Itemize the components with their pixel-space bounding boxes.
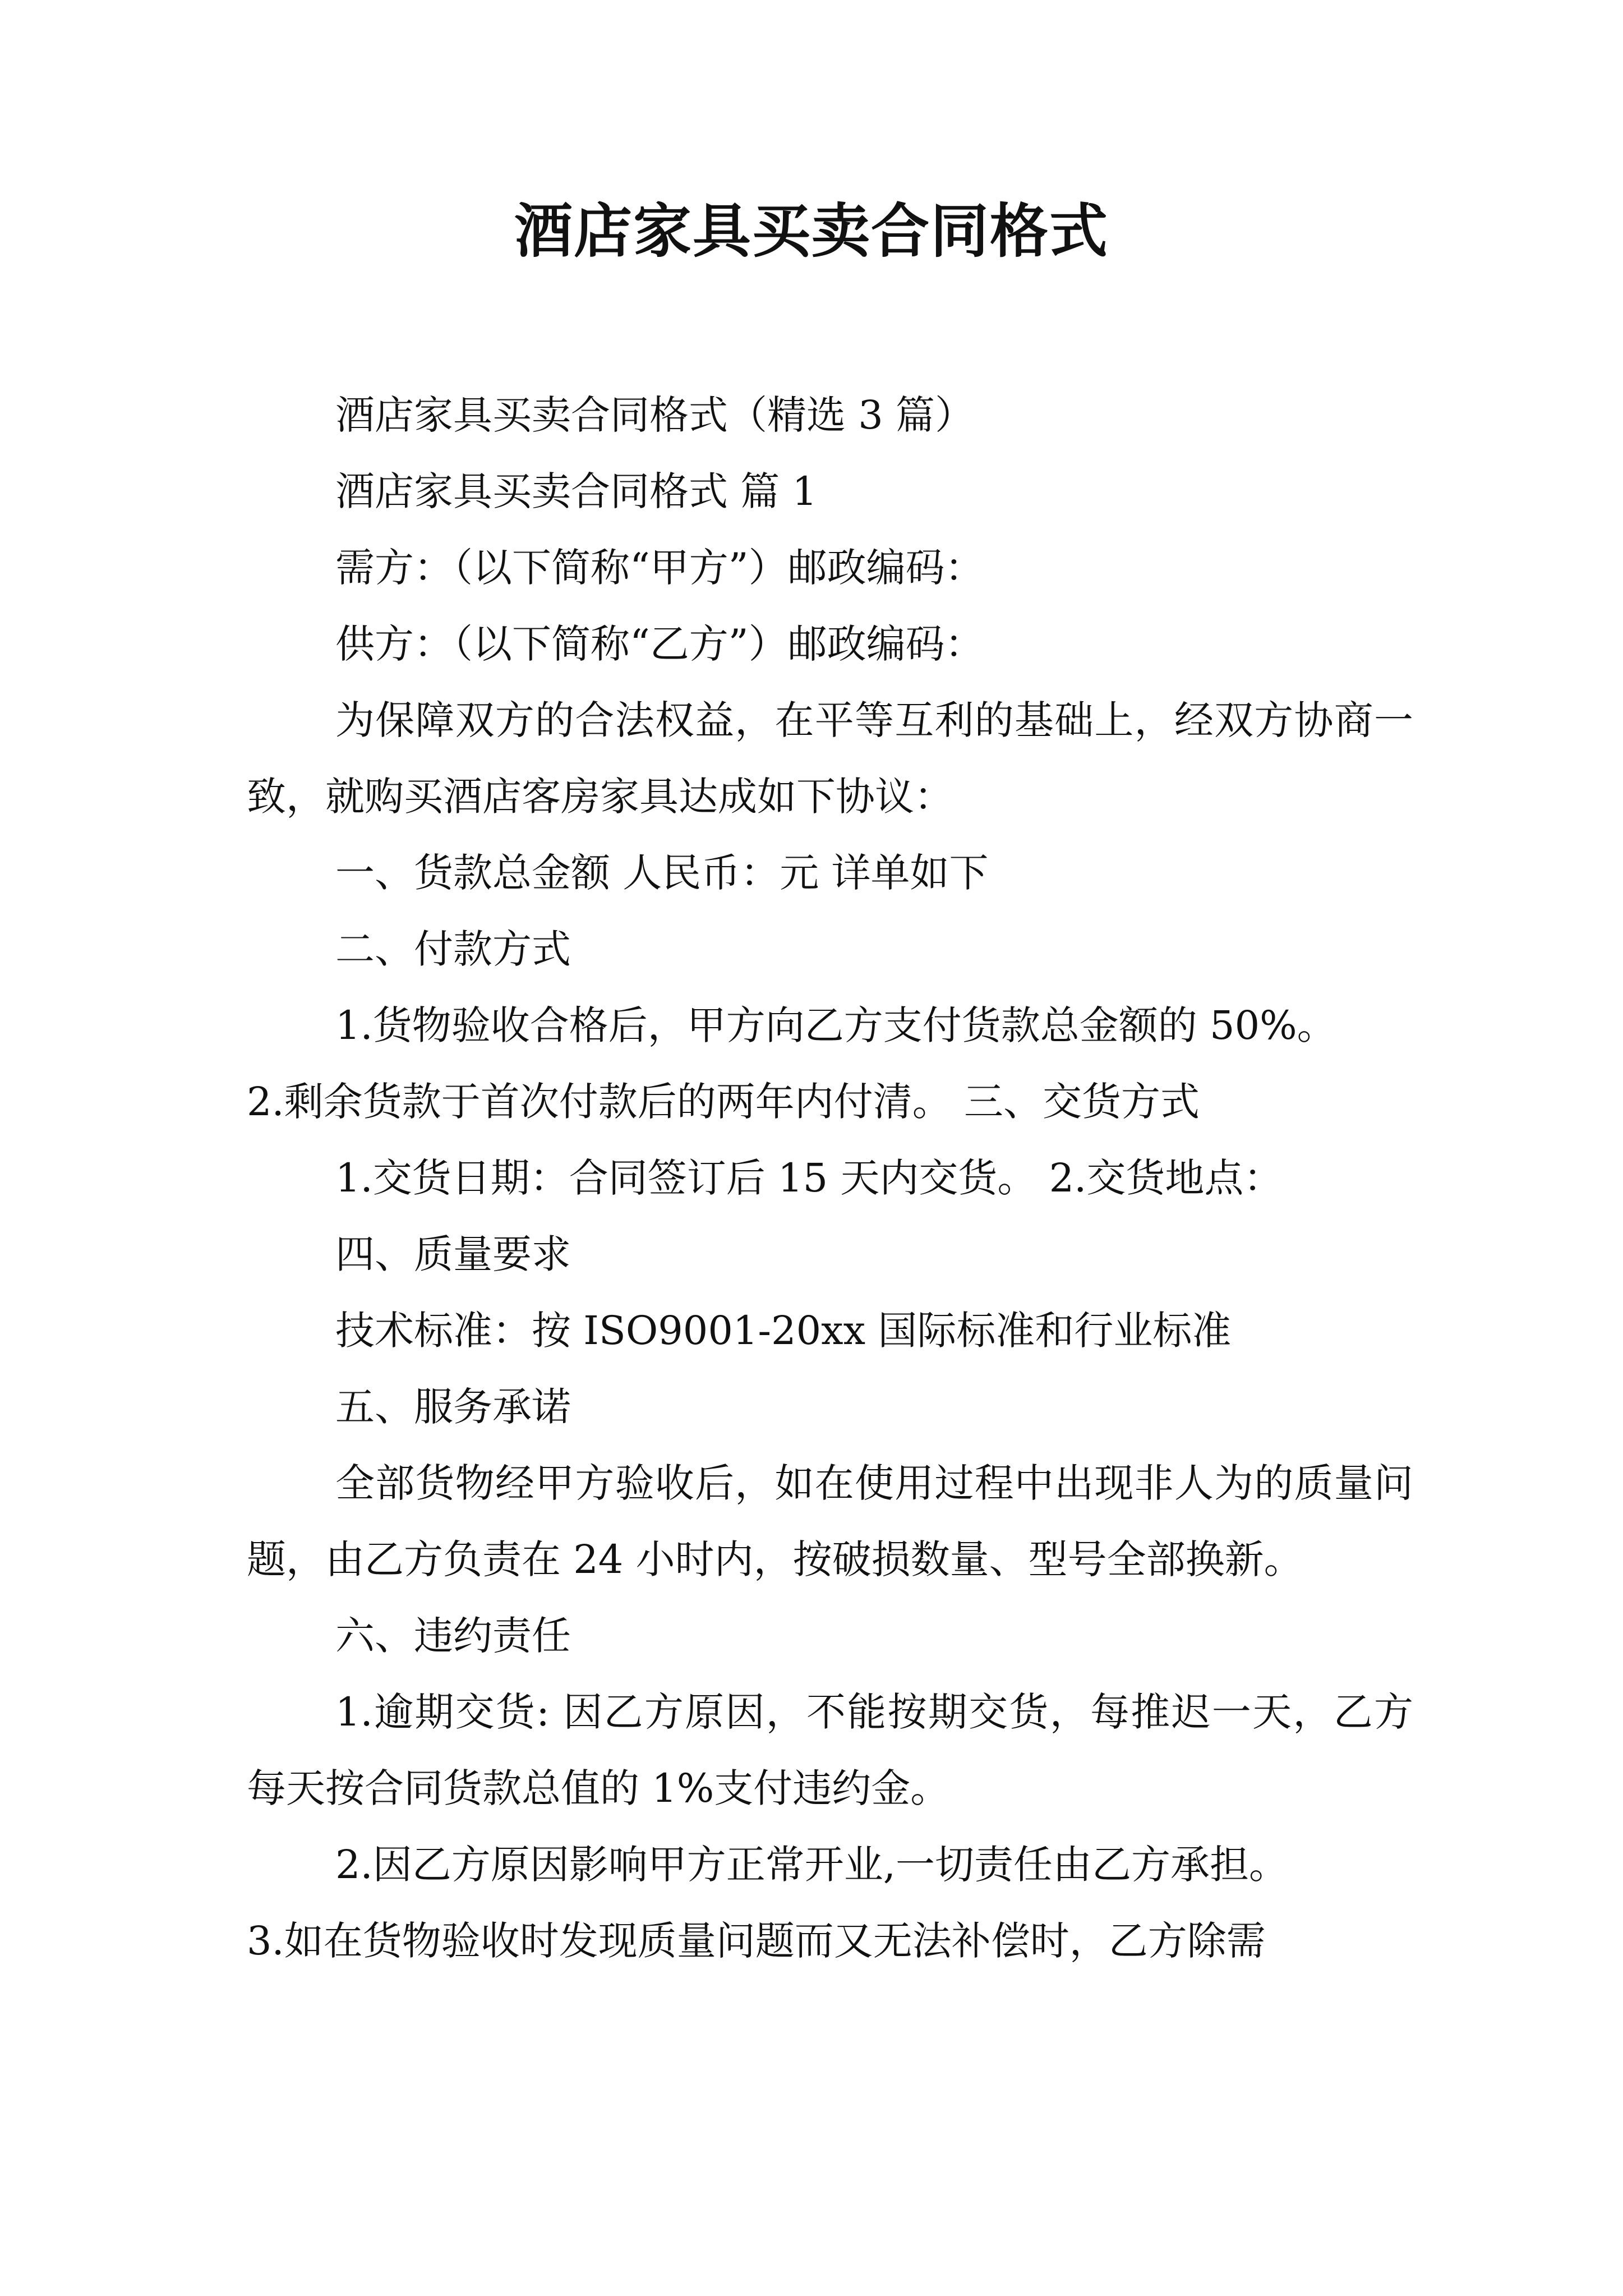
paragraph-liability-2: 2.因乙方原因影响甲方正常开业,一切责任由乙方承担。 (335, 1842, 1289, 1888)
paragraph-section-heading: 酒店家具买卖合同格式 篇 1 (335, 468, 818, 514)
paragraph-quality-standard: 技术标准：按 ISO9001-20xx 国际标准和行业标准 (335, 1308, 1232, 1354)
paragraph-buyer: 需方：（以下简称“甲方”）邮政编码： (335, 545, 984, 591)
paragraph-liability-heading: 六、违约责任 (335, 1613, 571, 1659)
paragraph-preamble: 为保障双方的合法权益，在平等互利的基础上，经双方协商一致，就购买酒店客房家具达成如下协议： (247, 697, 1413, 820)
paragraph-delivery: 1.交货日期：合同签订后 15 天内交货。 2.交货地点： (335, 1155, 1283, 1201)
document-title: 酒店家具买卖合同格式 (514, 196, 1109, 265)
paragraph-payment-2: 2.剩余货款于首次付款后的两年内付清。 三、交货方式 (247, 1079, 1200, 1125)
paragraph-total-amount: 一、货款总金额 人民币：元 详单如下 (335, 850, 989, 896)
paragraph-seller: 供方：（以下简称“乙方”）邮政编码： (335, 621, 984, 667)
paragraph-subtitle: 酒店家具买卖合同格式（精选 3 篇） (335, 392, 975, 438)
paragraph-service-heading: 五、服务承诺 (335, 1384, 571, 1430)
paragraph-payment-1: 1.货物验收合格后，甲方向乙方支付货款总金额的 50%。 (335, 1002, 1336, 1048)
paragraph-liability-1: 1.逾期交货: 因乙方原因，不能按期交货，每推迟一天，乙方每天按合同货款总值的 1%支付违约金。 (247, 1689, 1413, 1811)
paragraph-payment-heading: 二、付款方式 (335, 926, 571, 972)
document-body (247, 377, 1413, 1979)
paragraph-quality-heading: 四、质量要求 (335, 1231, 571, 1277)
paragraph-liability-3: 3.如在货物验收时发现质量问题而又无法补偿时，乙方除需 (247, 1918, 1266, 1964)
paragraph-service-text: 全部货物经甲方验收后，如在使用过程中出现非人为的质量问题，由乙方负责在 24 小时内，按破损数量、型号全部换新。 (247, 1460, 1413, 1582)
